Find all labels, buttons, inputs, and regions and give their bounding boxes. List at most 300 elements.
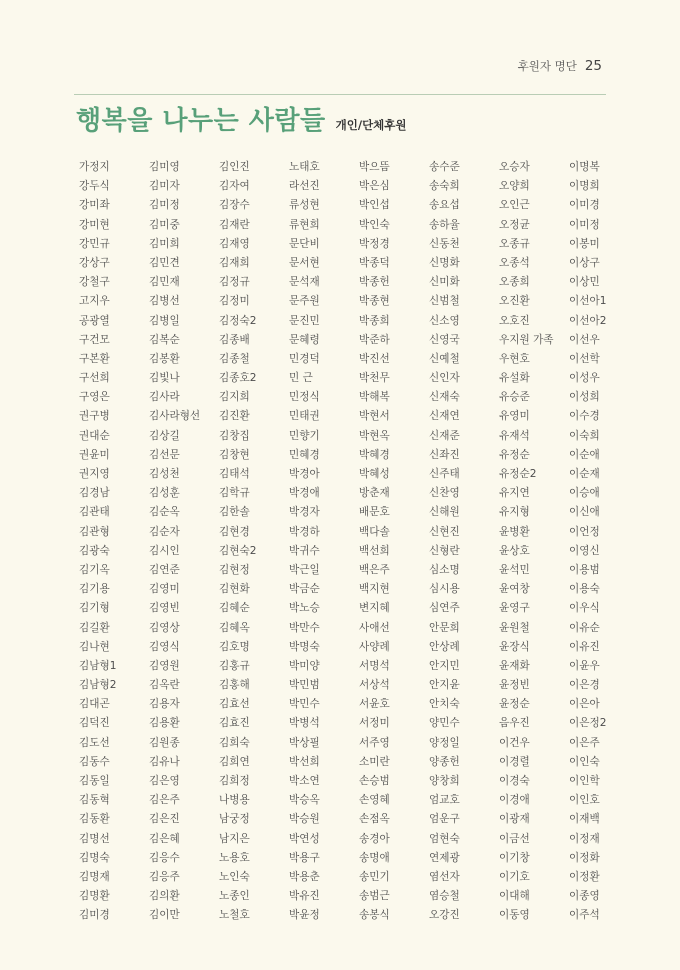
donor-name: 류현희	[289, 218, 320, 231]
donor-name: 김태석	[219, 468, 250, 480]
donor-name: 안문희	[429, 621, 460, 634]
donor-name: 박경자	[289, 506, 320, 519]
donor-name: 김관형	[79, 525, 110, 538]
donor-name: 김미정	[149, 199, 180, 212]
donor-name: 이언정	[569, 525, 600, 538]
donor-name: 방춘재	[359, 487, 390, 500]
donor-name: 신주태	[429, 468, 460, 480]
donor-name: 김창집	[219, 429, 250, 442]
donor-name: 이용범	[569, 563, 600, 576]
donor-name: 구선희	[79, 372, 110, 385]
donor-name: 이정환	[569, 870, 600, 883]
donor-name: 박만수	[289, 621, 320, 634]
donor-name: 김정미	[219, 295, 250, 308]
donor-name: 이유순	[569, 621, 600, 634]
donor-name: 박금순	[289, 583, 320, 596]
donor-name: 신소영	[429, 314, 460, 327]
donor-name: 류성현	[289, 199, 320, 212]
page-header	[518, 58, 602, 74]
donor-name: 김희연	[219, 755, 250, 768]
donor-name: 이선아2	[569, 314, 607, 327]
donor-name: 김희정	[219, 775, 250, 787]
donor-name: 손점옥	[359, 813, 390, 826]
donor-name: 김정숙2	[219, 314, 257, 327]
donor-name: 민경덕	[289, 352, 320, 365]
donor-name: 문혜령	[289, 333, 320, 346]
donor-name: 백은주	[359, 563, 390, 576]
donor-name: 박민수	[289, 698, 320, 711]
donor-name: 김효진	[219, 717, 250, 730]
donor-name: 양창희	[429, 775, 460, 787]
donor-name: 엄운구	[429, 813, 460, 826]
donor-name: 권대순	[79, 429, 110, 442]
donor-name: 박천무	[359, 372, 390, 385]
donor-name: 김길환	[79, 621, 110, 634]
donor-name: 박귀수	[289, 544, 320, 557]
donor-name: 김영원	[149, 659, 180, 672]
donor-name: 김기형	[79, 602, 110, 615]
donor-name: 김대곤	[79, 698, 110, 711]
donor-name: 김명숙	[79, 851, 110, 864]
page-number: 25	[584, 58, 602, 74]
donor-name: 김재희	[219, 256, 250, 269]
donor-name: 김성훈	[149, 487, 180, 500]
header-divider	[74, 94, 606, 95]
donor-name: 민정식	[289, 391, 320, 404]
donor-name: 박병석	[289, 717, 320, 730]
donor-name: 윤재화	[499, 659, 530, 672]
donor-name: 신명화	[429, 256, 460, 269]
donor-name: 송요섭	[429, 199, 460, 212]
donor-name: 박경애	[289, 487, 320, 500]
donor-name: 심소명	[429, 563, 460, 576]
donor-name: 신영국	[429, 333, 460, 346]
donor-name: 이정화	[569, 851, 600, 864]
donor-name: 이미경	[569, 199, 600, 212]
donor-name: 김응수	[149, 851, 180, 864]
donor-name: 이인숙	[569, 755, 600, 768]
donor-name: 노종인	[219, 890, 250, 903]
donor-name: 박인섭	[359, 199, 390, 212]
donor-name: 변지혜	[359, 602, 390, 615]
donor-name: 오정균	[499, 218, 530, 231]
donor-name: 김동혁	[79, 794, 110, 807]
donor-name: 김민재	[149, 276, 180, 289]
donor-name: 김남형2	[79, 679, 117, 692]
donor-name: 오인근	[499, 199, 530, 212]
donor-name: 김미자	[149, 180, 180, 193]
donor-name: 송숙희	[429, 180, 460, 193]
donor-name: 김종배	[219, 333, 250, 346]
donor-name: 서상석	[359, 679, 390, 692]
donor-name: 김원종	[149, 736, 180, 749]
donor-name: 이영신	[569, 544, 600, 557]
donor-name: 오승자	[499, 161, 530, 173]
donor-name: 이명복	[569, 161, 600, 173]
donor-name: 신현진	[429, 525, 460, 538]
donor-name: 이유진	[569, 640, 600, 653]
donor-name: 김영식	[149, 640, 180, 653]
donor-name: 박정경	[359, 237, 390, 250]
donor-name: 김의환	[149, 890, 180, 903]
donor-name: 배문호	[359, 506, 390, 519]
donor-name: 오양희	[499, 180, 530, 193]
donor-name: 박혜경	[359, 448, 390, 461]
donor-name: 서명석	[359, 659, 390, 672]
donor-name: 이인학	[569, 775, 600, 787]
donor-name: 민향기	[289, 429, 320, 442]
donor-name: 이선아1	[569, 295, 607, 308]
donor-name: 신찬영	[429, 487, 460, 500]
donor-name: 박노승	[289, 602, 320, 615]
donor-name: 박경하	[289, 525, 320, 538]
donor-name: 심연주	[429, 602, 460, 615]
donor-name: 이신애	[569, 506, 600, 519]
donor-name: 김동수	[79, 755, 110, 768]
donor-name: 강미현	[79, 218, 110, 231]
donor-name: 김복순	[149, 333, 180, 346]
donor-name: 김병선	[149, 295, 180, 308]
donor-name: 김순자	[149, 525, 180, 538]
donor-name: 김순옥	[149, 506, 180, 519]
donor-name: 이미정	[569, 218, 600, 231]
donor-name: 신해원	[429, 506, 460, 519]
donor-name: 이선우	[569, 333, 600, 346]
donor-name: 김인진	[219, 161, 250, 173]
donor-name: 안상례	[429, 640, 460, 653]
donor-name: 김봉환	[149, 352, 180, 365]
donor-name: 박윤정	[289, 909, 320, 922]
donor-name: 이수경	[569, 410, 600, 423]
donor-name: 엄현숙	[429, 832, 460, 845]
donor-name: 유설화	[499, 372, 530, 385]
donor-name: 신미화	[429, 276, 460, 289]
donor-name: 김빛나	[149, 372, 180, 385]
donor-name: 김미희	[149, 237, 180, 250]
donor-name: 윤정순	[499, 698, 530, 711]
donor-name: 박종희	[359, 314, 390, 327]
donor-name: 이선학	[569, 352, 600, 365]
donor-name: 김선문	[149, 448, 180, 461]
donor-name: 송경아	[359, 832, 390, 845]
donor-name: 김상길	[149, 429, 180, 442]
donor-name: 김종철	[219, 352, 250, 365]
donor-name: 김미경	[79, 909, 110, 922]
donor-name: 김광숙	[79, 544, 110, 557]
donor-name: 신형란	[429, 544, 460, 557]
donor-name: 김명재	[79, 870, 110, 883]
donor-name: 김한솔	[219, 506, 250, 519]
donor-name: 권지영	[79, 468, 110, 480]
donor-name: 김관태	[79, 506, 110, 519]
donor-name: 김현경	[219, 525, 250, 538]
donor-name: 신범철	[429, 295, 460, 308]
donor-name: 김용자	[149, 698, 180, 711]
donor-name: 김연준	[149, 563, 180, 576]
donor-name: 오종규	[499, 237, 530, 250]
donor-name: 박용춘	[289, 870, 320, 883]
donor-name: 김남형1	[79, 659, 117, 672]
donor-name: 노철호	[219, 909, 250, 922]
donor-name: 박경아	[289, 468, 320, 480]
donor-name: 김영상	[149, 621, 180, 634]
donor-name: 송명애	[359, 851, 390, 864]
donor-name: 김효선	[219, 698, 250, 711]
donor-name: 사애선	[359, 621, 390, 634]
donor-name: 김영빈	[149, 602, 180, 615]
donor-name: 김명환	[79, 890, 110, 903]
donor-name: 박현서	[359, 410, 390, 423]
donor-name: 민혜경	[289, 448, 320, 461]
donor-name: 박종헌	[359, 276, 390, 289]
donor-name: 김영미	[149, 583, 180, 596]
title-block	[76, 100, 407, 137]
donor-name: 노태호	[289, 161, 320, 173]
donor-name: 김재영	[219, 237, 250, 250]
donor-name: 이기호	[499, 870, 530, 883]
donor-name: 김현화	[219, 583, 250, 596]
donor-name: 민태권	[289, 410, 320, 423]
donor-name-grid	[79, 158, 639, 926]
donor-name: 김은혜	[149, 832, 180, 845]
donor-name: 안지윤	[429, 679, 460, 692]
donor-name: 박은심	[359, 180, 390, 193]
donor-name: 김기용	[79, 583, 110, 596]
donor-name: 김병일	[149, 314, 180, 327]
donor-name: 이봉미	[569, 237, 600, 250]
donor-name: 심시용	[429, 583, 460, 596]
donor-name: 박준하	[359, 333, 390, 346]
donor-name: 백지현	[359, 583, 390, 596]
donor-name: 이상구	[569, 256, 600, 269]
donor-name: 이광재	[499, 813, 530, 826]
donor-name: 김옥란	[149, 679, 180, 692]
donor-name: 강민규	[79, 237, 110, 250]
donor-name: 연제광	[429, 851, 460, 864]
donor-name: 우지원 가족	[499, 333, 554, 346]
donor-name: 유정순	[499, 448, 530, 461]
donor-name: 윤병환	[499, 525, 530, 538]
donor-name: 엄교호	[429, 794, 460, 807]
donor-name: 김지희	[219, 391, 250, 404]
donor-name: 윤상호	[499, 544, 530, 557]
donor-name: 김희숙	[219, 736, 250, 749]
donor-name: 이순재	[569, 468, 600, 480]
donor-name: 윤장식	[499, 640, 530, 653]
donor-name: 남지은	[219, 832, 250, 845]
donor-name: 김현숙2	[219, 544, 257, 557]
donor-name: 민 근	[289, 372, 313, 385]
donor-name: 윤원철	[499, 621, 530, 634]
donor-name: 양민수	[429, 717, 460, 730]
donor-name: 김기옥	[79, 563, 110, 576]
donor-name: 이순애	[569, 448, 600, 461]
donor-name: 이성우	[569, 372, 600, 385]
donor-name: 이경애	[499, 794, 530, 807]
donor-name: 박소연	[289, 775, 320, 787]
donor-name: 박으뜸	[359, 161, 390, 173]
donor-name: 박혜성	[359, 468, 390, 480]
donor-name: 가정지	[79, 161, 110, 173]
donor-name: 서정미	[359, 717, 390, 730]
donor-name: 강두식	[79, 180, 110, 193]
donor-name: 김미중	[149, 218, 180, 231]
donor-name: 김혜순	[219, 602, 250, 615]
donor-name: 박승원	[289, 813, 320, 826]
donor-name: 권윤미	[79, 448, 110, 461]
donor-name: 김현정	[219, 563, 250, 576]
donor-name: 박미양	[289, 659, 320, 672]
donor-name: 김나현	[79, 640, 110, 653]
donor-name: 박선희	[289, 755, 320, 768]
donor-name: 손승범	[359, 775, 390, 787]
donor-name: 강미좌	[79, 199, 110, 212]
donor-name: 김자여	[219, 180, 250, 193]
donor-name: 문석재	[289, 276, 320, 289]
donor-name: 김도선	[79, 736, 110, 749]
donor-name: 나병용	[219, 794, 250, 807]
donor-name: 박해복	[359, 391, 390, 404]
donor-name: 이숙희	[569, 429, 600, 442]
donor-name: 송수준	[429, 161, 460, 173]
donor-name: 김응주	[149, 870, 180, 883]
donor-name: 송하율	[429, 218, 460, 231]
donor-name: 구건모	[79, 333, 110, 346]
donor-name: 안지민	[429, 659, 460, 672]
donor-name: 김시인	[149, 544, 180, 557]
donor-name: 박현옥	[359, 429, 390, 442]
donor-name: 김이만	[149, 909, 180, 922]
donor-name: 문단비	[289, 237, 320, 250]
donor-name: 이재백	[569, 813, 600, 826]
donor-name: 고지우	[79, 295, 110, 308]
donor-name: 안치숙	[429, 698, 460, 711]
donor-name: 이정재	[569, 832, 600, 845]
donor-name: 문서현	[289, 256, 320, 269]
donor-name: 김명선	[79, 832, 110, 845]
donor-name: 강상구	[79, 256, 110, 269]
donor-name: 노용호	[219, 851, 250, 864]
donor-name: 라선진	[289, 180, 320, 193]
donor-name: 김학규	[219, 487, 250, 500]
donor-name: 김민견	[149, 256, 180, 269]
donor-name: 사양례	[359, 640, 390, 653]
donor-name: 김재란	[219, 218, 250, 231]
donor-name: 신예철	[429, 352, 460, 365]
donor-name: 손영혜	[359, 794, 390, 807]
donor-name: 신재숙	[429, 391, 460, 404]
donor-name: 윤정빈	[499, 679, 530, 692]
donor-name: 이주석	[569, 909, 600, 922]
donor-name: 김사라	[149, 391, 180, 404]
donor-name: 신좌진	[429, 448, 460, 461]
donor-name: 김사라형선	[149, 410, 201, 423]
donor-name: 유승준	[499, 391, 530, 404]
donor-name: 노인숙	[219, 870, 250, 883]
donor-name: 염선자	[429, 870, 460, 883]
donor-name: 윤영구	[499, 602, 530, 615]
donor-name: 양종헌	[429, 755, 460, 768]
donor-name: 이성희	[569, 391, 600, 404]
donor-name: 염승철	[429, 890, 460, 903]
donor-name: 이종영	[569, 890, 600, 903]
donor-name: 신재연	[429, 410, 460, 423]
donor-name: 박종덕	[359, 256, 390, 269]
donor-name: 박종현	[359, 295, 390, 308]
donor-name: 이건우	[499, 736, 530, 749]
donor-name: 박상필	[289, 736, 320, 749]
donor-name: 박유진	[289, 890, 320, 903]
donor-name: 서주영	[359, 736, 390, 749]
donor-name: 남궁정	[219, 813, 250, 826]
donor-name: 김은주	[149, 794, 180, 807]
donor-name: 이윤우	[569, 659, 600, 672]
donor-name: 백선희	[359, 544, 390, 557]
donor-name: 이금선	[499, 832, 530, 845]
donor-name: 이대해	[499, 890, 530, 903]
donor-name: 이경렬	[499, 755, 530, 768]
donor-name: 송봉식	[359, 909, 390, 922]
donor-name: 김창현	[219, 448, 250, 461]
donor-name: 김종호2	[219, 372, 257, 385]
donor-name: 윤석민	[499, 563, 530, 576]
donor-name: 김혜옥	[219, 621, 250, 634]
donor-name: 김동일	[79, 775, 110, 787]
donor-name: 구영은	[79, 391, 110, 404]
donor-name: 이명희	[569, 180, 600, 193]
donor-name: 이승애	[569, 487, 600, 500]
donor-name: 양정일	[429, 736, 460, 749]
donor-name: 이상민	[569, 276, 600, 289]
donor-name: 박승옥	[289, 794, 320, 807]
donor-name: 이용숙	[569, 583, 600, 596]
donor-name: 김홍해	[219, 679, 250, 692]
donor-name: 박근일	[289, 563, 320, 576]
donor-name: 오호진	[499, 314, 530, 327]
donor-name: 이은아	[569, 698, 600, 711]
donor-name: 김장수	[219, 199, 250, 212]
donor-name: 문주원	[289, 295, 320, 308]
donor-name: 윤여창	[499, 583, 530, 596]
donor-name: 박명숙	[289, 640, 320, 653]
donor-name: 김호명	[219, 640, 250, 653]
donor-name: 오강진	[429, 909, 460, 922]
donor-name: 이은주	[569, 736, 600, 749]
donor-name: 이인호	[569, 794, 600, 807]
donor-name: 김경남	[79, 487, 110, 500]
donor-name: 송민기	[359, 870, 390, 883]
donor-name: 강철구	[79, 276, 110, 289]
donor-name: 구본환	[79, 352, 110, 365]
donor-name: 서윤호	[359, 698, 390, 711]
donor-name: 김성천	[149, 468, 180, 480]
donor-name: 유영미	[499, 410, 530, 423]
donor-name: 공광열	[79, 314, 110, 327]
donor-name: 유정순2	[499, 468, 537, 480]
donor-name: 음우진	[499, 717, 530, 730]
donor-name: 박민범	[289, 679, 320, 692]
donor-name: 김정규	[219, 276, 250, 289]
donor-name: 우현호	[499, 352, 530, 365]
page-title: 행복을 나누는 사람들	[76, 106, 326, 136]
donor-name: 김은진	[149, 813, 180, 826]
donor-name: 김진환	[219, 410, 250, 423]
donor-name: 김덕진	[79, 717, 110, 730]
donor-name: 오종희	[499, 276, 530, 289]
donor-name: 권구병	[79, 410, 110, 423]
donor-name: 이우식	[569, 602, 600, 615]
donor-name: 오진환	[499, 295, 530, 308]
